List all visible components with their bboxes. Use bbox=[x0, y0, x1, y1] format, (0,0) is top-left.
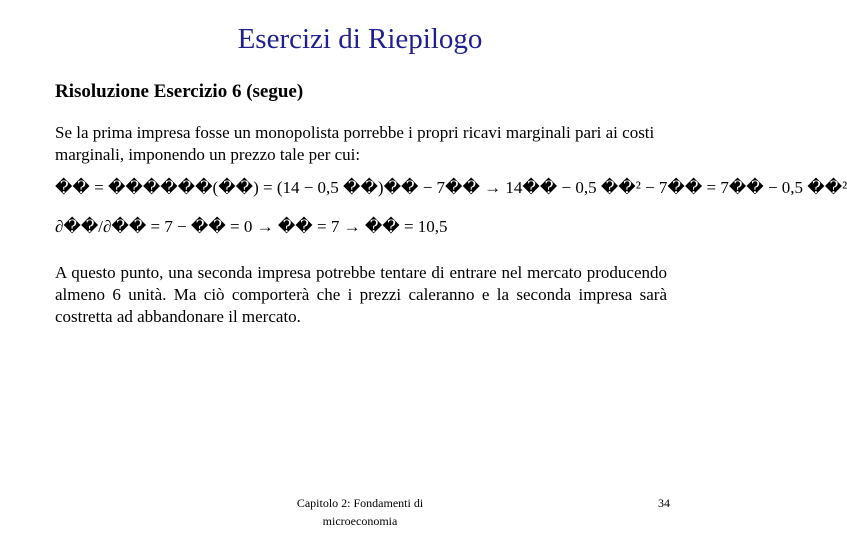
footer-chapter: Capitolo 2: Fondamenti di microeconomia bbox=[296, 496, 424, 528]
intro-paragraph: Se la prima impresa fosse un monopolista porrebbe i propri ricavi marginali pari ai costi marginali, imponendo un prezzo tale per cui: bbox=[55, 123, 655, 164]
exercise-heading: Risoluzione Esercizio 6 (segue) bbox=[55, 81, 304, 102]
slide-title: Esercizi di Riepilogo bbox=[237, 23, 483, 55]
profit-formula: �� = ������(��) = (14 − 0,5 ��)�� − 7�� → 14�� − 0,5 ��² − 7�� = 7�� − 0,5 ��² bbox=[55, 178, 847, 197]
conclusion-paragraph: A questo punto, una seconda impresa potrebbe tentare di entrare nel mercato producendo almeno 6 unità. Ma ciò comporterà che i prezzi caleranno e la seconda impresa sarà costretta ad abbandonare il mercato. bbox=[55, 263, 667, 326]
page-number: 34 bbox=[658, 496, 670, 510]
derivative-formula: ∂��/∂�� = 7 − �� = 0 → �� = 7 → �� = 10,5 bbox=[55, 217, 448, 236]
